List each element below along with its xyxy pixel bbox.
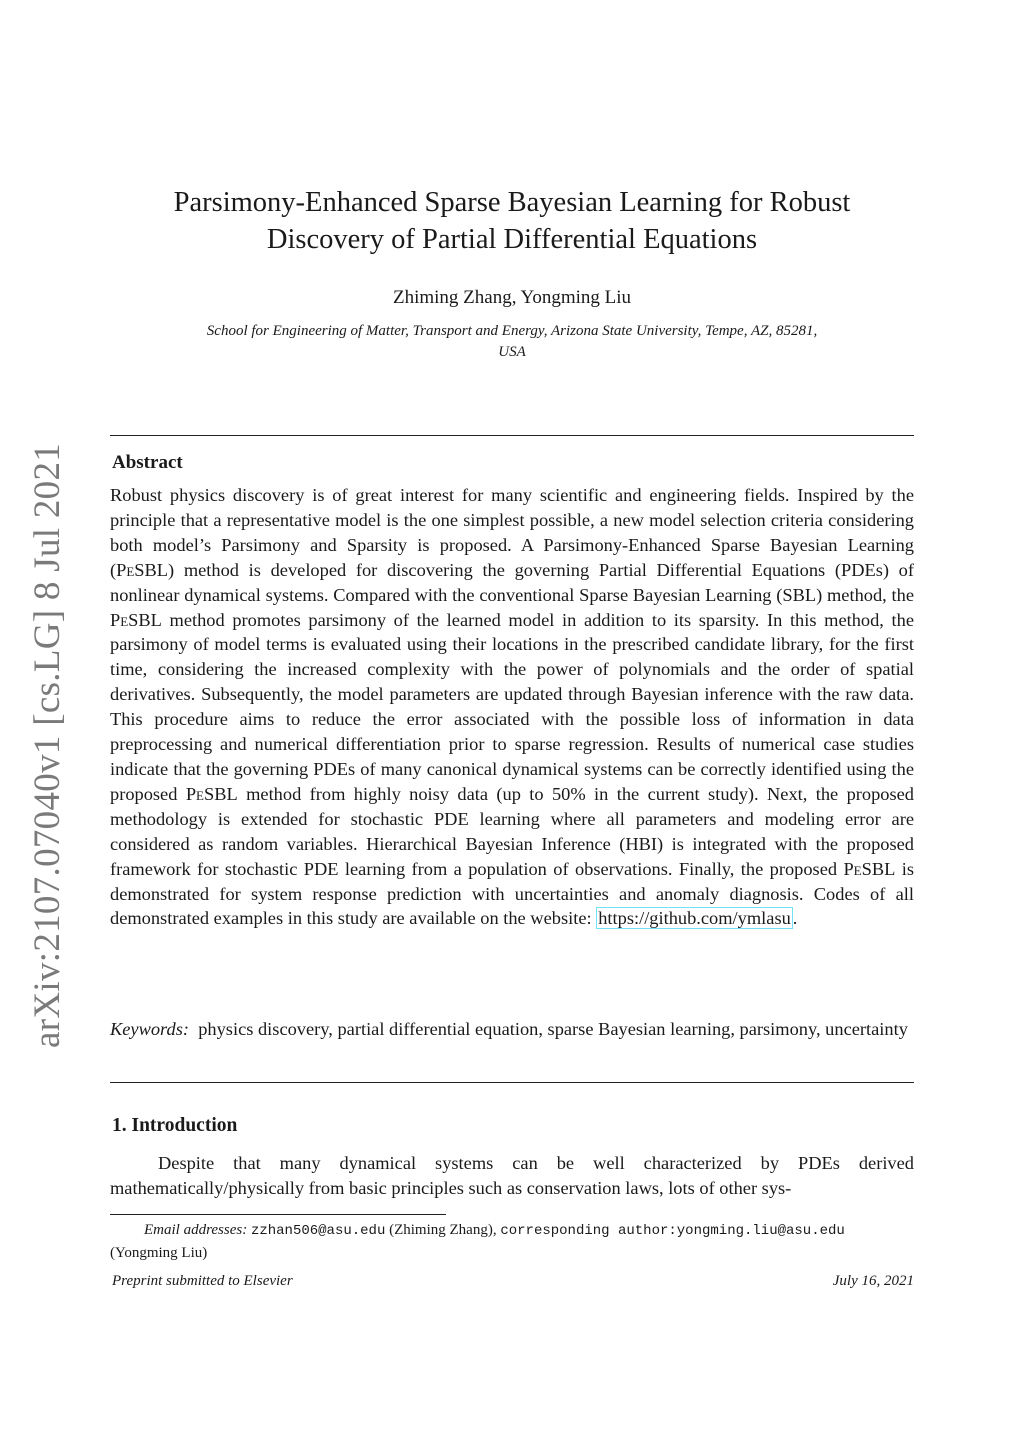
affiliation [110, 321, 914, 363]
email-1-name: (Zhiming Zhang), [389, 1222, 497, 1238]
keywords-label: Keywords: [110, 1019, 190, 1039]
keywords-text: physics discovery, partial differential equation, sparse Bayesian learning, parsimony, uncertainty [198, 1019, 908, 1039]
title-line-2: Discovery of Partial Differential Equations [266, 224, 758, 255]
keywords [110, 1017, 914, 1042]
abstract-text [110, 483, 914, 931]
introduction-text: Despite that many dynamical systems can be well characterized by PDEs derived mathematically/physically from basic principles such as conservation laws, lots of other sys- [110, 1153, 914, 1198]
email-1[interactable]: zzhan506@asu.edu [250, 1223, 386, 1239]
abstract-part-4: method from highly noisy data (up to 50% in the current study). Next, the proposed methodology is extended for stochastic PDE learning where all parameters and modeling error are considered as random variables. Hierarchical Bayesian Inference (HBI) is integrated with the proposed framework for stochastic PDE learning from a population of observations. Finally, the proposed [110, 783, 914, 879]
footnote-label: Email addresses: [144, 1222, 248, 1238]
abstract-part-3: method promotes parsimony of the learned model in addition to its sparsity. In this method, the parsimony of model terms is evaluated using their locations in the prescribed candidate library, for the first time, considering the increased complexity with the power of polynomials and the order of spatial derivatives. Subsequently, the model parameters are updated through Bayesian inference with the raw data. This procedure aims to reduce the error associated with the possible loss of information in data preprocessing and numerical differentiation prior to sparse regression. Results of numerical case studies indicate that the governing PDEs of many canonical dynamical systems can be correctly identified using the proposed [110, 609, 914, 804]
abstract-bottom-rule [110, 1082, 914, 1083]
abstract-heading: Abstract [112, 452, 183, 473]
abstract-end: . [792, 908, 798, 929]
email-2-name: (Yongming Liu) [110, 1245, 208, 1261]
method-name: PeSBL [116, 559, 169, 580]
footer-preprint: Preprint submitted to Elsevier [112, 1273, 293, 1289]
footer-date: July 16, 2021 [832, 1273, 914, 1289]
footnote [110, 1219, 914, 1264]
paper-title [110, 184, 914, 258]
method-name: PeSBL [185, 783, 238, 804]
method-name: PeSBL [843, 858, 896, 879]
affiliation-line-2: USA [498, 344, 526, 360]
github-link[interactable]: https://github.com/ymlasu [598, 908, 791, 929]
affiliation-line-1: School for Engineering of Matter, Transport and Energy, Arizona State University, Tempe, AZ, 85281, [206, 323, 818, 339]
title-line-1: Parsimony-Enhanced Sparse Bayesian Learning for Robust [173, 187, 851, 218]
arxiv-stamp: arXiv:2107.07040v1 [cs.LG] 8 Jul 2021 [27, 442, 68, 1048]
footnote-rule [110, 1214, 446, 1215]
abstract-part-5: is demonstrated for system response prediction with uncertainties and anomaly diagnosis. Codes of all demonstrated examples in this study are available on the website: [110, 858, 914, 929]
corresponding-label: corresponding author: [500, 1223, 677, 1239]
abstract-top-rule [110, 435, 914, 436]
method-name: PeSBL [110, 609, 162, 630]
authors: Zhiming Zhang, Yongming Liu [392, 287, 632, 308]
abstract-part-2: ) method is developed for discovering the governing Partial Differential Equations (PDEs) of nonlinear dynamical systems. Compared with the conventional Sparse Bayesian Learning (SBL) method, the [110, 559, 914, 605]
introduction-heading: 1. Introduction [112, 1115, 238, 1136]
email-2[interactable]: yongming.liu@asu.edu [676, 1223, 845, 1239]
abstract-part-1: Robust physics discovery is of great interest for many scientific and engineering fields. Inspired by the principle that a representative model is the one simplest possible, a new model selection criteria considering both model’s Parsimony and Sparsity is proposed. A Parsimony-Enhanced Sparse Bayesian Learning ( [110, 485, 914, 580]
